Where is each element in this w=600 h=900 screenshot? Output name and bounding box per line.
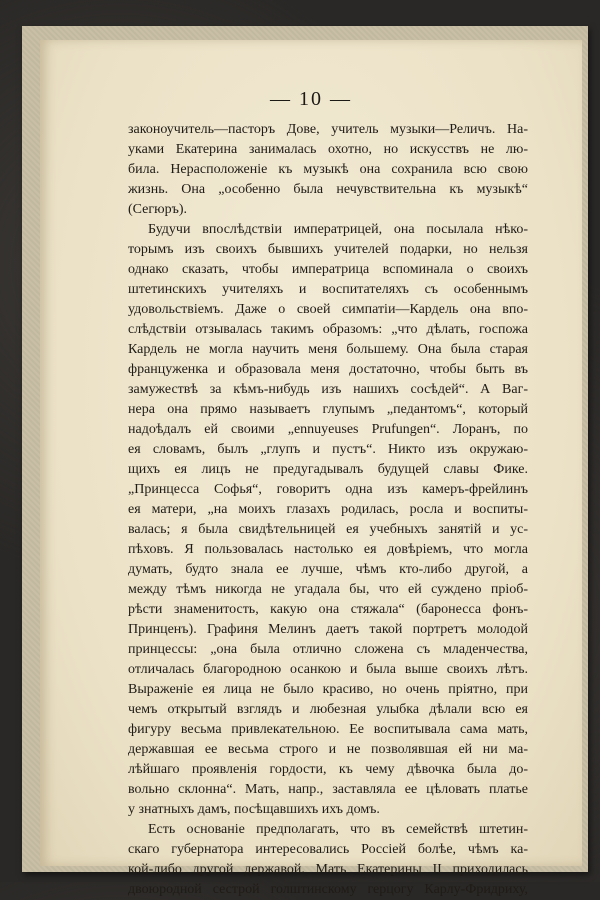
text-line: чемъ открытый взглядъ и любезная улыбка дѣлали всю ея: [128, 702, 528, 717]
text-line: отличалась благородною осанкою и была выше своихъ лѣтъ.: [128, 662, 528, 677]
text-line: ея матери, „на моихъ глазахъ родилась, росла и воспиты-: [128, 502, 528, 517]
page-number: — 10 —: [270, 88, 352, 110]
book-page: [40, 40, 582, 897]
text-line: между тѣмъ никогда не угадала бы, что ей суждено пріоб-: [128, 582, 528, 597]
text-line: штетинскихъ учителяхъ и воспитателяхъ съ особеннымъ: [128, 282, 528, 297]
text-block: [128, 120, 528, 900]
text-line: кой-либо другой державой. Мать Екатерины II приходилась: [128, 862, 528, 877]
text-line: (Сегюръ).: [128, 202, 187, 217]
text-line: „Принцесса Софья“, говоритъ одна изъ камеръ-фрейлинъ: [128, 482, 528, 497]
text-line: Будучи впослѣдствіи императрицей, она посылала нѣко-: [148, 222, 528, 237]
text-line: у знатныхъ дамъ, посѣщавшихъ ихъ домъ.: [128, 802, 380, 817]
paragraph: [128, 220, 528, 820]
text-line: нера она прямо называетъ глупымъ „педантомъ“, который: [128, 402, 528, 417]
text-line: жизнь. Она „особенно была нечувствительна къ музыкѣ“: [128, 182, 528, 197]
text-line: щихъ ея лицъ не предугадывалъ будущей славы Фике.: [128, 462, 528, 477]
text-line: пѣховъ. Я пользовалась настолько ея довѣріемъ, что могла: [128, 542, 528, 557]
text-line: фигуру весьма привлекательною. Ее воспитывала сама мать,: [128, 722, 528, 737]
text-line: уками Екатерина занималась охотно, но искусствъ не лю-: [128, 142, 528, 157]
text-line: замужествѣ за кѣмъ-нибудь изъ нашихъ сосѣдей“. А Ваг-: [128, 382, 528, 397]
text-line: принцессы: „она была отлично сложена съ младенчества,: [128, 642, 528, 657]
text-line: вольно склонна“. Мать, напр., заставляла ее цѣловать платье: [128, 782, 528, 797]
text-line: лѣйшаго проявленія гордости, къ чему дѣвочка была до-: [128, 762, 528, 777]
text-line: Кардель не могла научить меня большему. Она была старая: [128, 342, 528, 357]
paragraph: [128, 820, 528, 900]
text-line: рѣсти знаменитость, какую она стяжала“ (баронесса фонъ-: [128, 602, 528, 617]
text-line: однако сказать, чтобы императрица вспоминала о своихъ: [128, 262, 528, 277]
text-line: думать, будто знала ее лучше, чѣмъ кто-либо другой, а: [128, 562, 528, 577]
text-line: француженка и образовала меня достаточно, чтобы быть въ: [128, 362, 528, 377]
text-line: Выраженіе ея лица не было красиво, но очень пріятно, при: [128, 682, 528, 697]
text-line: законоучитель—пасторъ Дове, учитель музыки—Реличъ. На-: [128, 122, 528, 137]
text-line: скаго губернатора интересовались Россіей болѣе, чѣмъ ка-: [128, 842, 528, 857]
text-line: била. Нерасположеніе къ музыкѣ она сохранила всю свою: [128, 162, 528, 177]
text-line: державшая ее весьма строго и не позволявшая ей ни ма-: [128, 742, 528, 757]
text-line: слѣдствіи отзывалась такимъ образомъ: „что дѣлать, госпожа: [128, 322, 528, 337]
paragraph: [128, 120, 528, 220]
text-line: надоѣдалъ ей своими „ennuyeuses Prufungen“. Лоранъ, по: [128, 422, 528, 437]
text-line: Принценъ). Графиня Мелинъ даетъ такой портретъ молодой: [128, 622, 528, 637]
text-line: двоюродной сестрой голштинскому герцогу Карлу-Фридриху,: [128, 882, 528, 897]
text-line: торымъ изъ своихъ бывшихъ учителей подарки, но нельзя: [128, 242, 528, 257]
text-line: удовольствіемъ. Даже о своей симпатіи—Кардель она впо-: [128, 302, 528, 317]
text-line: валась; я была свидѣтельницей ея учебныхъ занятій и ус-: [128, 522, 528, 537]
text-line: Есть основаніе предполагать, что въ семействѣ штетин-: [148, 822, 528, 837]
text-line: ея словамъ, былъ „глупъ и пустъ“. Никто изъ окружаю-: [128, 442, 528, 457]
